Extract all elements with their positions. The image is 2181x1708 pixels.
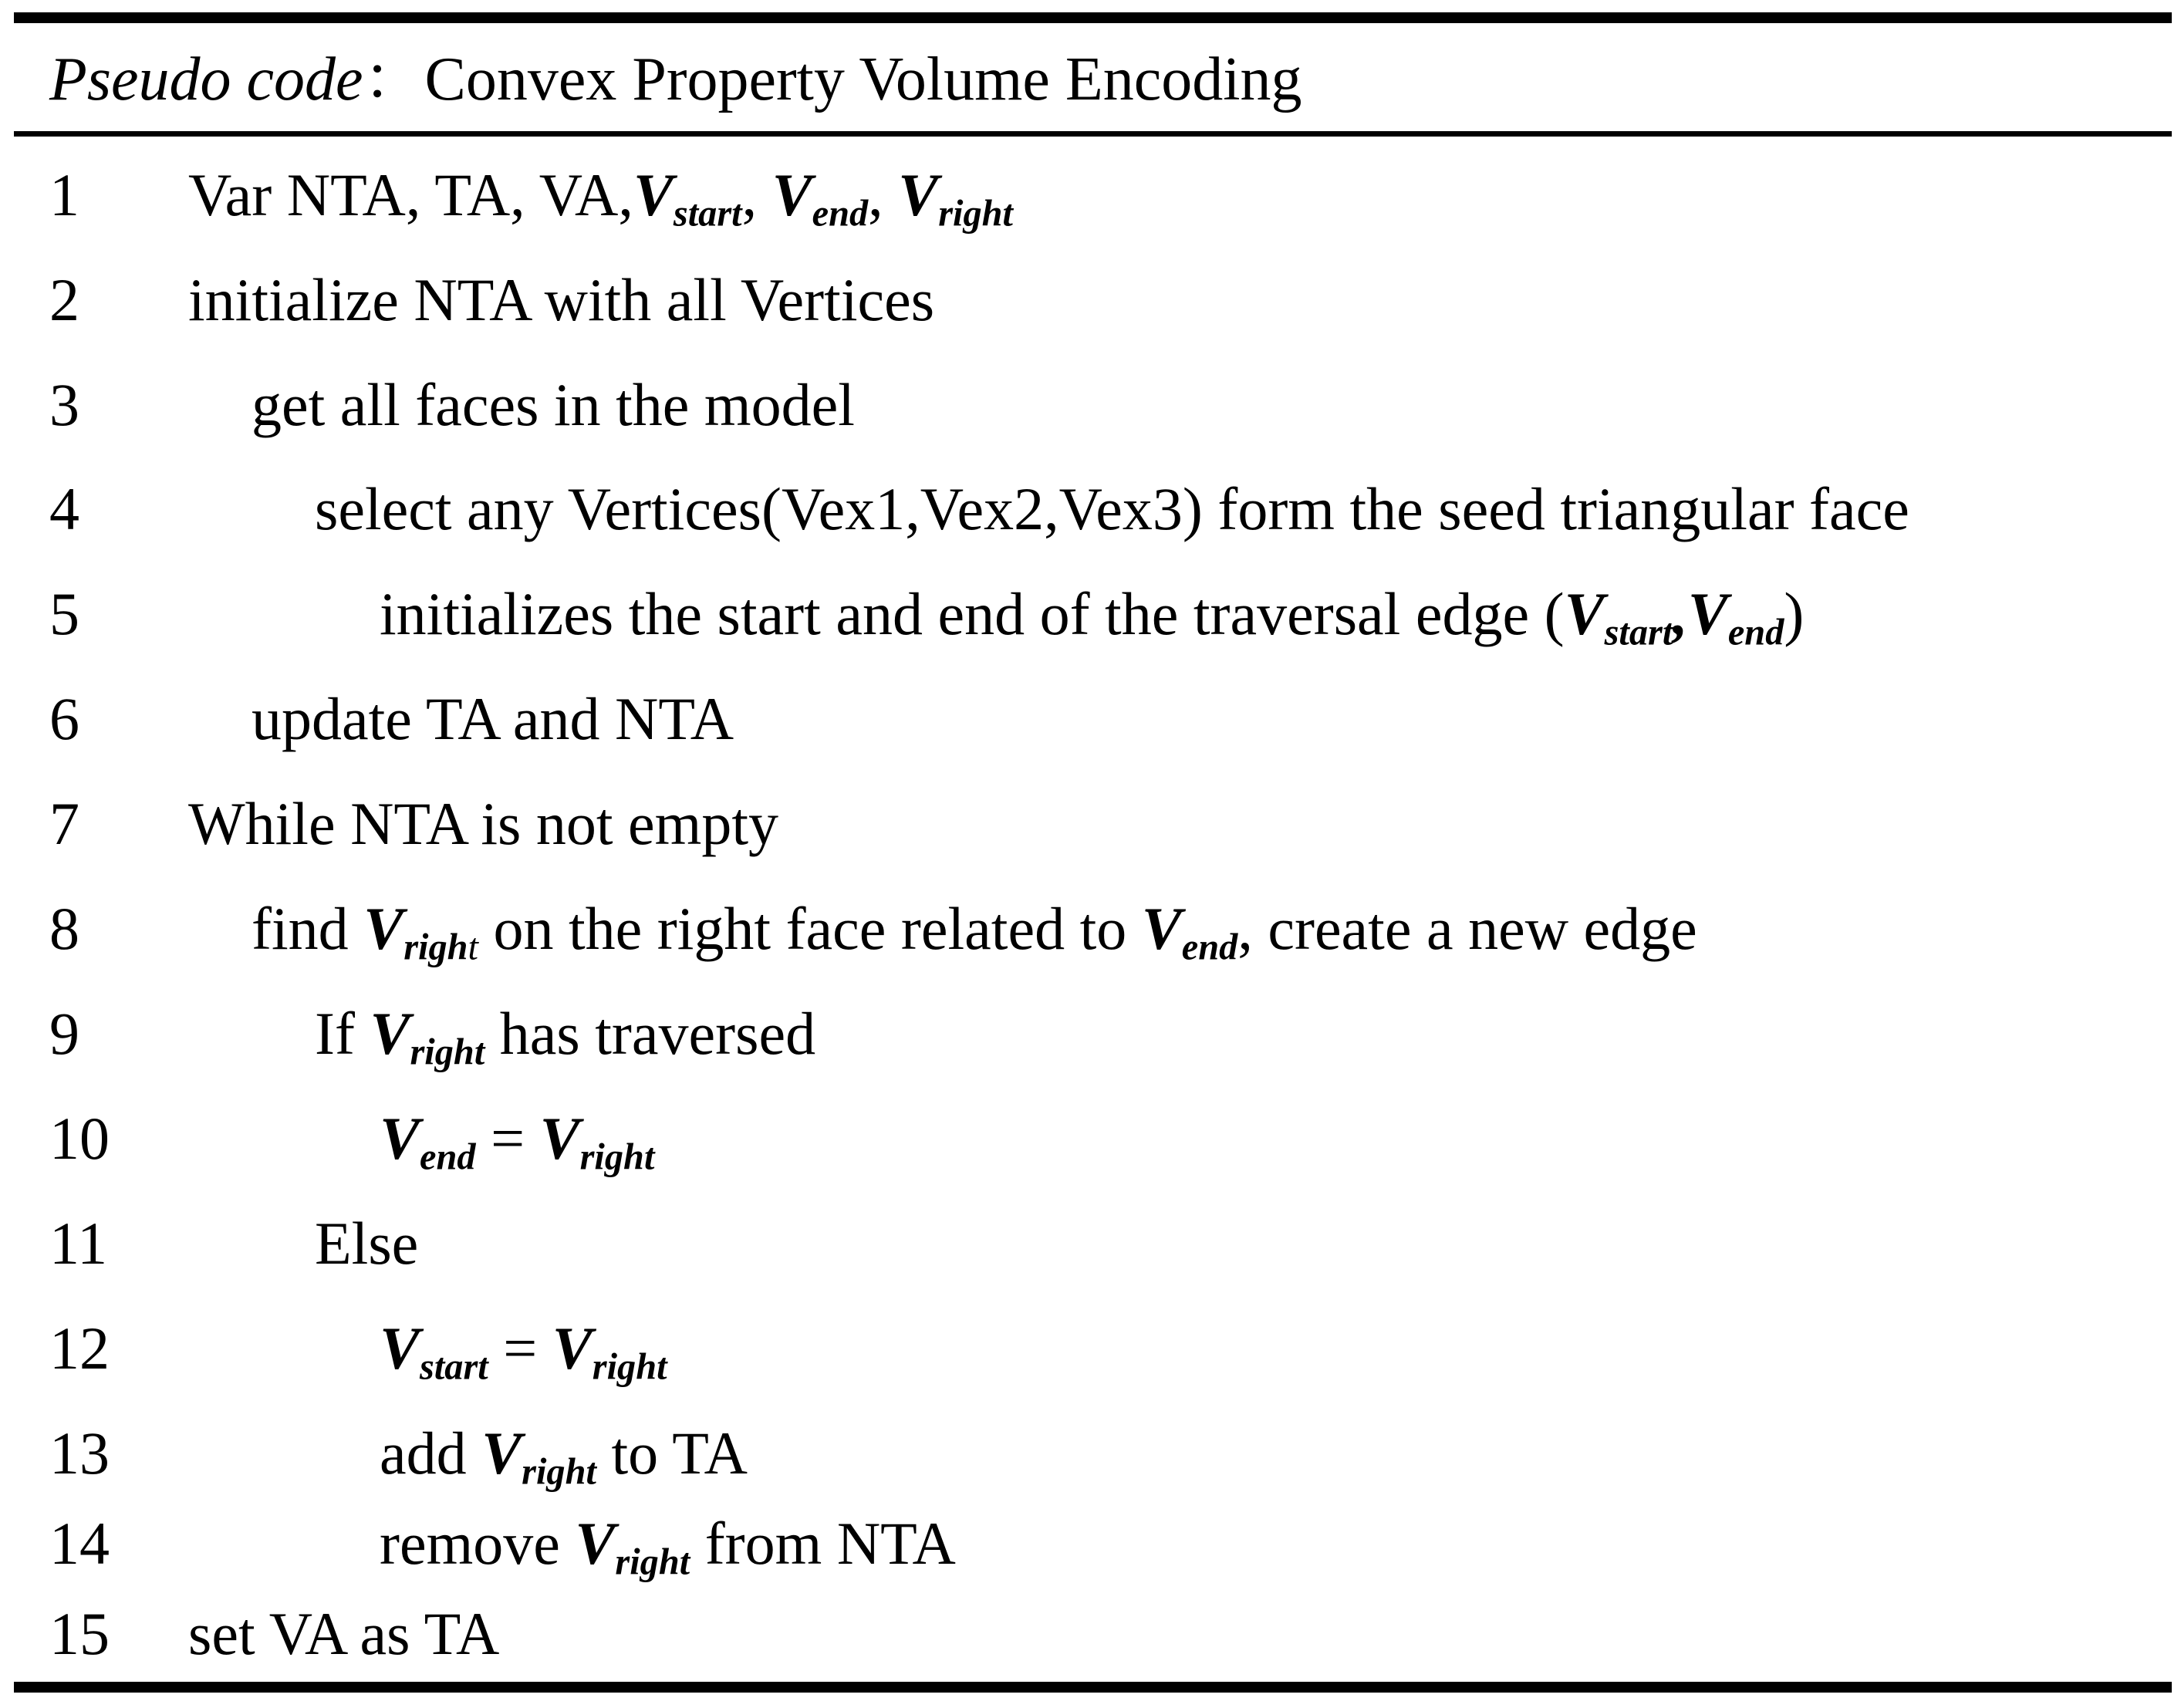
- line-text: add $V_{right}$ to TA: [380, 1419, 748, 1493]
- line-number: 8: [49, 895, 79, 962]
- header-separator: ：: [363, 46, 425, 113]
- line-text: While NTA is not empty: [188, 790, 778, 857]
- line-number: 12: [49, 1315, 110, 1382]
- var-v-start: $V_{start}$: [1564, 580, 1673, 653]
- line-number: 4: [49, 475, 79, 542]
- line-number: 10: [49, 1105, 110, 1172]
- line-text: initializes the start and end of the traversal edge $(V_{start},V_{end})$: [380, 580, 1805, 653]
- var-v-end: $V_{end}$: [771, 161, 869, 235]
- header-rule: [14, 131, 2172, 137]
- line-text: $V_{start} = V_{right}$: [380, 1315, 667, 1388]
- var-v-end: $V_{end}$: [1141, 895, 1238, 968]
- line-number: 1: [49, 161, 79, 228]
- var-v-right: $V_{right}$: [539, 1105, 655, 1178]
- line-text: Else: [315, 1210, 419, 1277]
- header-label: Pseudo code: [49, 46, 363, 113]
- line-number: 2: [49, 266, 79, 333]
- line-number: 14: [49, 1510, 110, 1577]
- var-v-right: $V_{right}$: [370, 1000, 485, 1073]
- line-text: initialize NTA with all Vertices: [188, 266, 935, 333]
- line-text: $V_{end} = V_{right}$: [380, 1105, 655, 1178]
- line-text: find $V_{right}$ on the right face related to $V_{end}$, create a new edge: [252, 895, 1697, 968]
- line-text: Var NTA, TA, $VA,V_{start}$, $V_{end}$, $V_{right}$: [188, 161, 1013, 235]
- line-number: 9: [49, 1000, 79, 1067]
- line-number: 3: [49, 371, 79, 438]
- var-v-right: $V_{right}$: [575, 1510, 690, 1583]
- pseudo-code-header: [49, 37, 1302, 122]
- top-rule: [14, 12, 2172, 23]
- var-v-right: $V_{right}$: [898, 161, 1013, 235]
- line-number: 6: [49, 685, 79, 752]
- line-text: select any Vertices(Vex1,Vex2,Vex3) form the seed triangular face: [315, 475, 1909, 542]
- line-number: 5: [49, 580, 79, 647]
- line-text: If $V_{right}$ has traversed: [315, 1000, 816, 1073]
- line-number: 15: [49, 1600, 110, 1667]
- line-text: update TA and NTA: [252, 685, 734, 752]
- var-v-start: $V_{start}$: [380, 1315, 488, 1388]
- var-v-start: $V_{start}$: [633, 161, 742, 235]
- var-v-right: $V_{right}$: [481, 1419, 596, 1493]
- var-v-right: $V_{right}$: [552, 1315, 667, 1388]
- bottom-rule: [14, 1682, 2172, 1693]
- line-number: 13: [49, 1419, 110, 1487]
- line-number: 7: [49, 790, 79, 857]
- line-text: get all faces in the model: [252, 371, 855, 438]
- line-text: set VA as TA: [188, 1600, 500, 1667]
- line-text: remove $V_{right}$ from NTA: [380, 1510, 956, 1583]
- var-v-end: $V_{end}$: [380, 1105, 476, 1178]
- line-number: 11: [49, 1210, 108, 1277]
- var-v-end: $V_{end}$: [1687, 580, 1784, 653]
- header-title: Convex Property Volume Encoding: [424, 46, 1302, 113]
- var-v-right: $V_{right}$: [363, 895, 478, 968]
